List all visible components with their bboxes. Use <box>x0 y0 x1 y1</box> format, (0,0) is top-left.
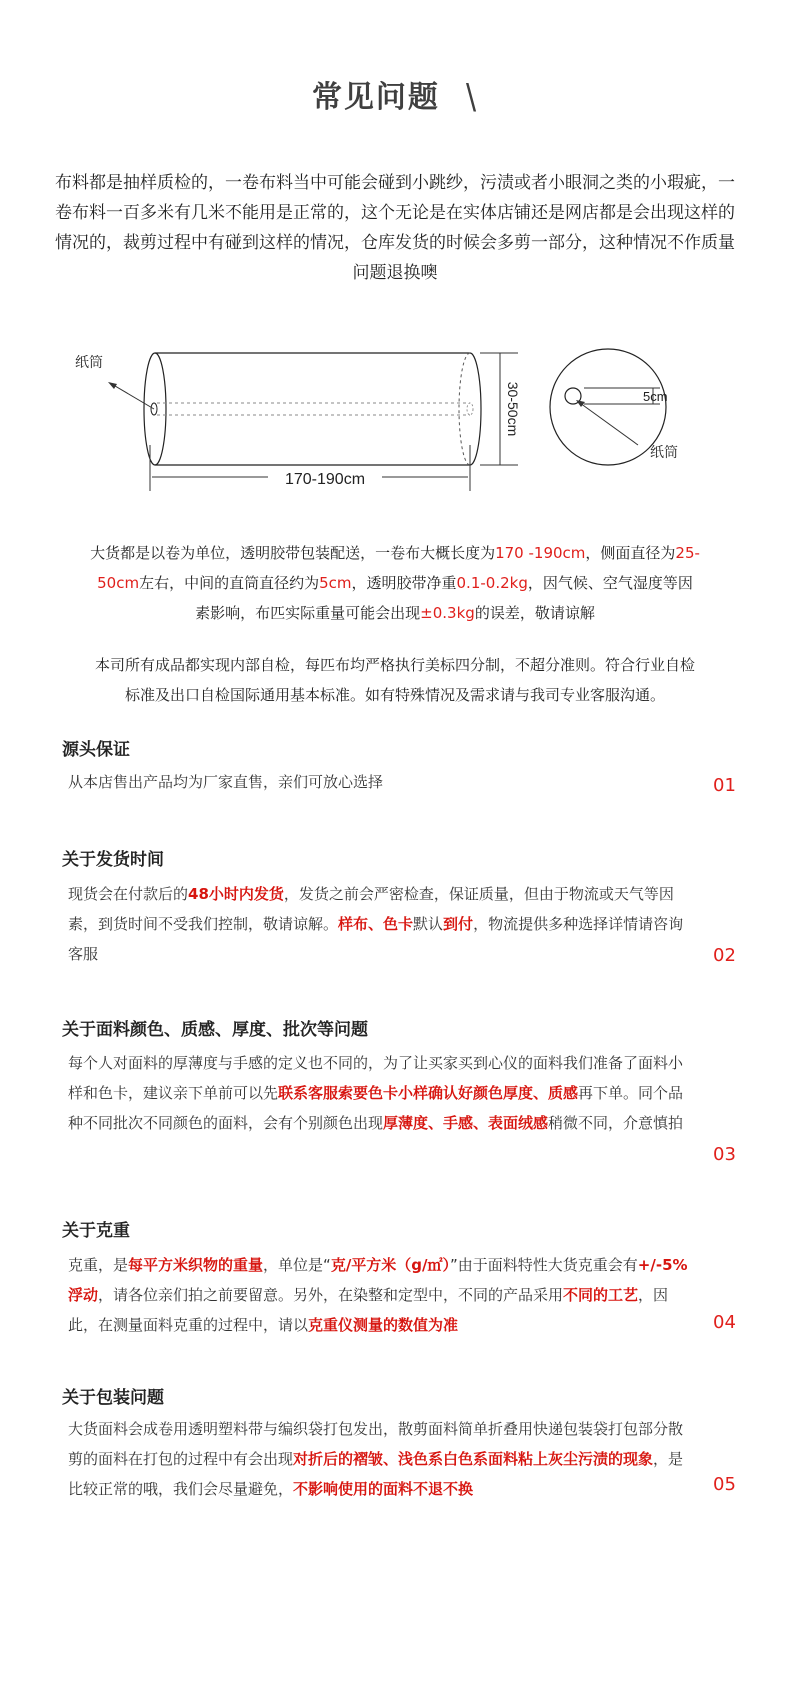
bulk-spec-paragraph <box>90 538 700 628</box>
section-text: ，请各位亲们拍之前要留意。另外，在染整和定型中，不同的产品采用 <box>98 1286 564 1304</box>
length-label: 170-190cm <box>284 471 366 488</box>
section-text: 现货会在付款后的 <box>68 885 189 903</box>
section-text: 默认 <box>413 915 444 933</box>
section-title-source: 源头保证 <box>62 740 130 760</box>
section-highlight: 对折后的褶皱、浅色系白色系面料粘上灰尘污渍的现象 <box>293 1450 654 1468</box>
tube-label-right: 纸筒 <box>650 444 678 460</box>
section-number-02: 02 <box>713 945 736 966</box>
section-text: ，单位是“ <box>263 1256 331 1274</box>
page-title <box>0 72 790 116</box>
spec-text: ，因气候、空气湿度等因素影响，布匹实际重量可能会出现 <box>195 574 693 622</box>
section-title-weight: 关于克重 <box>62 1221 130 1241</box>
section-text: ，因此，在测量面料克重的过程中，请以 <box>68 1286 669 1334</box>
spec-text: 大货都是以卷为单位，透明胶带包装配送，一卷布大概长度为 <box>90 544 496 562</box>
section-number-04: 04 <box>713 1312 736 1333</box>
section-text: ，发货之前会严密检查，保证质量，但由于物流或天气等因素，到货时间不受我们控制，敬请谅解。 <box>68 885 674 933</box>
section-number-05: 05 <box>713 1474 736 1495</box>
section-highlight: 每平方米织物的重量 <box>128 1256 264 1274</box>
spec-weight-error-value: ±0.3kg <box>420 604 475 622</box>
spec-core-value: 5cm <box>319 574 352 592</box>
section-highlight: 48小时内发货 <box>188 885 284 903</box>
page-title-text: 常见问题 <box>311 80 440 115</box>
section-highlight: +/-5%浮动 <box>68 1256 688 1304</box>
section-highlight: 联系客服索要色卡小样确认好颜色厚度、质感 <box>278 1084 579 1102</box>
section-number-03: 03 <box>713 1144 736 1165</box>
intro-paragraph: 布料都是抽样质检的，一卷布料当中可能会碰到小跳纱，污渍或者小眼洞之类的小瑕疵，一卷布料一百多米有几米不能用是正常的，这个无论是在实体店铺还是网店都是会出现这样的情况的，裁剪过程中有碰到这样的情况，仓库发货的时候会多剪一部分，这种情况不作质量问题退换噢 <box>55 173 735 283</box>
quality-standard-paragraph: 本司所有成品都实现内部自检，每匹布均严格执行美标四分制，不超分准则。符合行业自检标准及出口自检国际通用基本标准。如有特殊情况及需求请与我司专业客服沟通。 <box>94 656 695 704</box>
section-text: 大货面料会成卷用透明塑料带与编织袋打包发出，散剪面料简单折叠用快递包装袋打包部分散剪的面料在打包的过程中有会出现 <box>68 1420 684 1468</box>
section-title-fabric-quality: 关于面料颜色、质感、厚度、批次等问题 <box>62 1020 368 1040</box>
section-highlight: 不影响使用的面料不退不换 <box>293 1480 474 1498</box>
section-text: 克重，是 <box>68 1256 129 1274</box>
section-title-packaging: 关于包装问题 <box>62 1388 164 1408</box>
title-slash-decoration: \ <box>465 77 479 118</box>
fabric-roll-diagram <box>70 345 750 495</box>
spec-text: 的误差，敬请谅解 <box>474 604 595 622</box>
tube-label-left: 纸筒 <box>75 354 103 370</box>
section-text: 从本店售出产品均为厂家直售，亲们可放心选择 <box>68 773 384 791</box>
section-highlight: 不同的工艺 <box>563 1286 639 1304</box>
core-diameter-label: 5cm <box>643 389 668 404</box>
spec-length-value: 170 -190cm <box>495 544 586 562</box>
section-highlight: 克重仪测量的数值为准 <box>308 1316 459 1334</box>
diameter-label: 30-50cm <box>505 381 521 437</box>
section-text: 再下单。同个品种不同批次不同颜色的面料，会有个别颜色出现 <box>68 1084 684 1132</box>
section-text: ，物流提供多种选择详情请咨询客服 <box>68 915 684 963</box>
section-text: ，是比较正常的哦，我们会尽量避免， <box>68 1450 684 1498</box>
section-body-packaging <box>68 1414 688 1504</box>
section-text: ”由于面料特性大货克重会有 <box>450 1256 638 1274</box>
roll-end-view <box>550 349 666 465</box>
spec-text: 左右，中间的直筒直径约为 <box>139 574 320 592</box>
spec-text: ，侧面直径为 <box>585 544 676 562</box>
section-highlight: 厚薄度、手感、表面绒感 <box>383 1114 549 1132</box>
spec-diameter-value: 25-50cm <box>97 544 700 592</box>
section-highlight: 到付 <box>443 915 474 933</box>
fabric-roll-illustration <box>70 345 750 495</box>
spec-tape-weight-value: 0.1-0.2kg <box>456 574 528 592</box>
section-body-weight <box>68 1250 688 1340</box>
section-highlight: 样布、色卡 <box>338 915 414 933</box>
section-highlight: 克/平方米（g/㎡） <box>330 1256 451 1274</box>
section-text: 每个人对面料的厚薄度与手感的定义也不同的，为了让买家买到心仪的面料我们准备了面料小样和色卡，建议亲下单前可以先 <box>68 1054 684 1102</box>
section-title-shipping: 关于发货时间 <box>62 850 164 870</box>
section-body-source <box>68 767 688 797</box>
section-body-fabric-quality <box>68 1048 688 1138</box>
section-body-shipping <box>68 879 688 969</box>
spec-text: ，透明胶带净重 <box>351 574 457 592</box>
section-text: 稍微不同，介意慎拍 <box>548 1114 684 1132</box>
section-number-01: 01 <box>713 775 736 796</box>
